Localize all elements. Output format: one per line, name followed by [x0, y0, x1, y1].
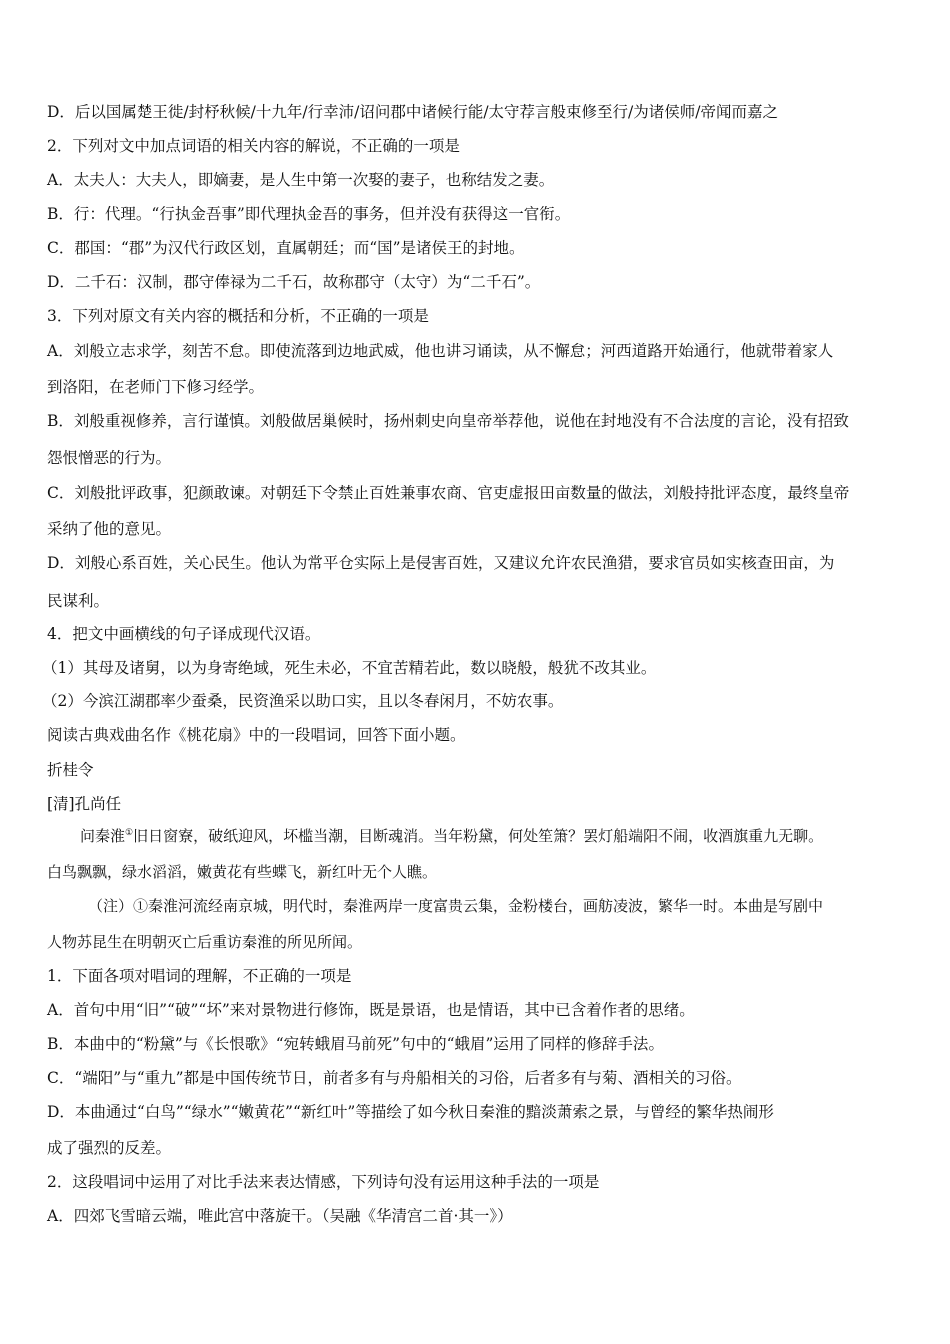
- poem-title: 折桂令: [47, 761, 94, 779]
- translation-item-1: （1）其母及诸舅，以为身寄绝域，死生未必，不宜苦精若此，数以晓般，般犹不改其业。: [42, 659, 657, 677]
- translation-item-2: （2）今滨江湖郡率少蚕桑，民资渔采以助口实，且以冬春闲月，不妨农事。: [42, 692, 564, 710]
- option-c-continuation: 采纳了他的意见。: [47, 520, 172, 538]
- poem-note-line-2: 人物苏昆生在明朝灭亡后重访秦淮的所见所闻。: [47, 933, 363, 951]
- poem-option-b: B．本曲中的“粉黛”与《长恨歌》“宛转蛾眉马前死”句中的“蛾眉”运用了同样的修辞手法。: [47, 1035, 664, 1053]
- option-a-line: A．刘般立志求学，刻苦不怠。即使流落到边地武威，他也讲习诵读，从不懈怠；河西道路开始通行，他就带着家人: [47, 342, 834, 360]
- poem-option-a: A．首句中用“旧”“破”“坏”来对景物进行修饰，既是景语，也是情语，其中已含着作者的思绪。: [47, 1001, 695, 1019]
- option-c-line: C．刘般批评政事，犯颜敢谏。对朝廷下令禁止百姓兼事农商、官吏虚报田亩数量的做法，刘般持批评态度，最终皇帝: [47, 484, 850, 502]
- poem-line-2: 白鸟飘飘，绿水滔滔，嫩黄花有些蝶飞，新红叶无个人瞧。: [47, 863, 438, 881]
- option-b-line: B．刘般重视修养，言行谨慎。刘般做居巢候时，扬州刺史向皇帝举荐他，说他在封地没有不合法度的言论，没有招致: [47, 412, 849, 430]
- question-4-stem: 4．把文中画横线的句子译成现代汉语。: [47, 625, 321, 643]
- option-c-line: C．郡国：“郡”为汉代行政区划，直属朝廷；而“国”是诸侯王的封地。: [47, 239, 525, 257]
- question-3-stem: 3．下列对原文有关内容的概括和分析，不正确的一项是: [47, 307, 429, 325]
- option-d-continuation: 民谋利。: [47, 592, 110, 610]
- option-d-line: D．二千石：汉制，郡守俸禄为二千石，故称郡守（太守）为“二千石”。: [47, 273, 541, 291]
- poem-option-c: C．“端阳”与“重九”都是中国传统节日，前者多有与舟船相关的习俗，后者多有与菊、酒相关的习俗。: [47, 1069, 742, 1087]
- poem-note-line-1: （注）①秦淮河流经南京城，明代时，秦淮两岸一度富贵云集，金粉楼台，画舫凌波，繁华一时。本曲是写剧中: [88, 897, 824, 915]
- poem-option-d: D．本曲通过“白鸟”“绿水”“嫩黄花”“新红叶”等描绘了如今秋日秦淮的黯淡萧索之景，与曾经的繁华热闹形: [47, 1103, 774, 1121]
- option-d-line: D．后以国属楚王徙/封杼秋候/十九年/行幸沛/诏问郡中诸候行能/太守荐言般束修至行/为诸侯师/帝闻而嘉之: [47, 103, 778, 121]
- option-d-line: D．刘般心系百姓，关心民生。他认为常平仓实际上是侵害百姓，又建议允许农民渔猎，要求官员如实核查田亩，为: [47, 554, 835, 572]
- option-a-line: A．太夫人：大夫人，即嫡妻，是人生中第一次娶的妻子，也称结发之妻。: [47, 171, 555, 189]
- poem-question-2-option-a: A．四郊飞雪暗云端，唯此宫中落旋干。（吴融《华清宫二首·其一》）: [47, 1207, 513, 1225]
- option-a-continuation: 到洛阳，在老师门下修习经学。: [47, 378, 265, 396]
- poem-line-1-start: 问秦淮: [80, 827, 126, 845]
- poem-line-1-rest: 旧日窗寮，破纸迎风，坏槛当潮，目断魂消。当年粉黛，何处笙箫？罢灯船端阳不闹，收酒旗重九无聊。: [133, 827, 824, 845]
- poem-author: [清]孔尚任: [47, 795, 122, 813]
- option-b-continuation: 怨恨憎恶的行为。: [47, 449, 172, 467]
- poem-question-2-stem: 2．这段唱词中运用了对比手法来表达情感，下列诗句没有运用这种手法的一项是: [47, 1173, 600, 1191]
- option-b-line: B．行：代理。“行执金吾事”即代理执金吾的事务，但并没有获得这一官衔。: [47, 205, 571, 223]
- poem-question-1-stem: 1．下面各项对唱词的理解，不正确的一项是: [47, 967, 352, 985]
- reading-instruction: 阅读古典戏曲名作《桃花扇》中的一段唱词，回答下面小题。: [47, 726, 466, 744]
- poem-line-1: [80, 826, 940, 846]
- question-2-stem: 2．下列对文中加点词语的相关内容的解说，不正确的一项是: [47, 137, 460, 155]
- footnote-marker: ①: [125, 828, 134, 838]
- poem-option-d-continuation: 成了强烈的反差。: [47, 1139, 172, 1157]
